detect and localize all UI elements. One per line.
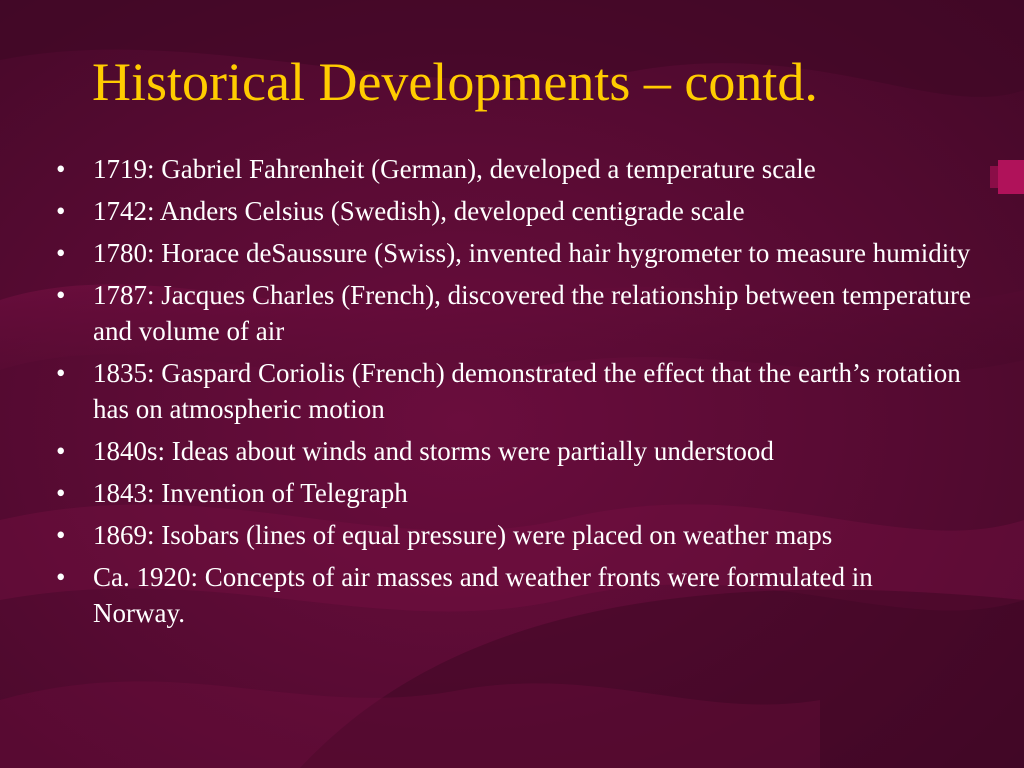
- bullet-item: [56, 193, 971, 229]
- accent-tab-decoration: [990, 160, 1024, 194]
- slide-title: Historical Developments – contd.: [92, 52, 818, 112]
- bullet-text: Ca. 1920: Concepts of air masses and weather fronts were formulated in Norway.: [93, 562, 873, 628]
- bullet-marker: •: [56, 154, 66, 184]
- bullet-marker: •: [56, 238, 66, 268]
- bullet-text: 1840s: Ideas about winds and storms were partially understood: [93, 436, 774, 466]
- bullet-list: [56, 151, 971, 637]
- bullet-item: [56, 475, 971, 511]
- bullet-text: 1843: Invention of Telegraph: [93, 478, 408, 508]
- bullet-text: 1719: Gabriel Fahrenheit (German), developed a temperature scale: [93, 154, 816, 184]
- bullet-marker: •: [56, 280, 66, 310]
- bullet-marker: •: [56, 196, 66, 226]
- bullet-item: [56, 355, 971, 427]
- bullet-text: 1787: Jacques Charles (French), discovered the relationship between temperature and volume of air: [93, 280, 971, 346]
- bullet-item: [56, 235, 971, 271]
- bullet-marker: •: [56, 436, 66, 466]
- bullet-item: [56, 559, 971, 631]
- bullet-item: [56, 277, 971, 349]
- bullet-item: [56, 151, 971, 187]
- bullet-marker: •: [56, 520, 66, 550]
- bullet-text: 1780: Horace deSaussure (Swiss), invented hair hygrometer to measure humidity: [93, 238, 971, 268]
- bullet-text: 1835: Gaspard Coriolis (French) demonstrated the effect that the earth’s rotation has on atmospheric motion: [93, 358, 961, 424]
- bullet-text: 1869: Isobars (lines of equal pressure) were placed on weather maps: [93, 520, 833, 550]
- bullet-item: [56, 517, 971, 553]
- bullet-text: 1742: Anders Celsius (Swedish), developed centigrade scale: [93, 196, 745, 226]
- bullet-marker: •: [56, 562, 66, 592]
- bullet-item: [56, 433, 971, 469]
- bullet-marker: •: [56, 358, 66, 388]
- bullet-marker: •: [56, 478, 66, 508]
